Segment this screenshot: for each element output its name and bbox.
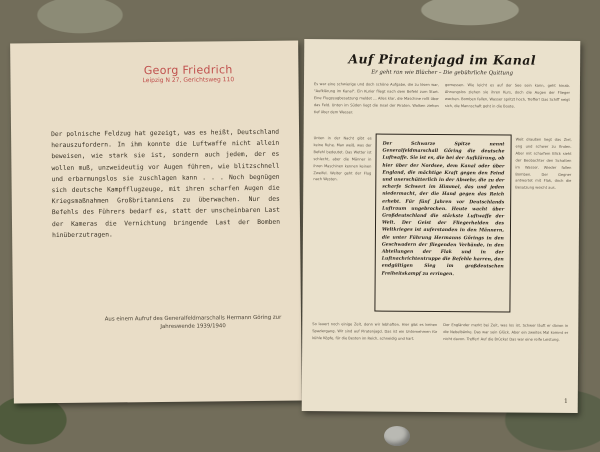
page-number: 1: [563, 397, 568, 405]
left-page: [10, 41, 302, 404]
column-top-right: gemessen. Wie leicht es auf der See sein kann, geht hinab. Ahnungslos ziehen sie ihren Kurs, doch die Augen der Flieger wachen. Bomben fallen, Wasser spritzt hoch, Treffer! Das Schiff neigt sich, die Mannschaft geht in die Boote.: [444, 83, 570, 109]
metal-object: [384, 426, 410, 446]
article-title: Auf Piratenjagd im Kanal: [348, 51, 536, 68]
column-bottom-right: Der Engländer merkt bei Zeit, was los ist. Schwer läuft er davon in die Nebelbänke. Das war sein Glück. Aber ein zweites Mal kommt er nicht davon. Treffer! Auf die Brücke! Das war eine reife Leistung.: [443, 323, 569, 342]
boxed-statement: Der Schwarze Spitze nennt Generalfeldmarschall Göring die deutsche Luftwaffe. Sie ist es, die bei der Aufklärung, ob hier über der Nordsee, dem Kanal oder über England, die mächtige Kraft gegen den Feind und unerschütterlich in der Abwehr, die zu der scharfe Schwert im Himmel, das und jeden niedermacht, der die Hand gegen das Reich erhebt. Für fünf Jahren vor Deutschlands Luftraum ungebrochen. Heute wacht über Großdeutschland die stärkste Luftwaffe der Welt. Der Geist der Fliegerhelden des Weltkrieges ist auferstanden in den Männern, die unter Führung Hermanns Görings in den Geschwadern der fliegenden Verbände, in den Abteilungen der Flak und in der Luftnachrichtentruppe die Befehle harren, den endgültigen Sieg im großdeutschen Freiheitskampf zu erringen.: [374, 134, 511, 313]
stamp-address: Leipzig N 27, Gerichtsweg 110: [142, 76, 235, 85]
owner-stamp: [142, 63, 234, 84]
right-page: [302, 39, 581, 413]
quote-source: Aus einem Aufruf des Generalfeldmarschalls Hermann Göring zur Jahreswende 1939/1940: [104, 314, 282, 330]
column-top-left: Es war eine schwierige und doch schöne Aufgabe, die zu lösen war, "Aufklärung im Kanal". Ein Kurier fliegt nach dem Befehl zum Start. Eine Flugzeugbesatzung meldet ... Alles klar, die Maschine rollt über das Feld. Unten im Süden liegt die Insel der Piraten. Wolken ziehen tief über dem Wasser.: [313, 82, 439, 115]
column-bottom-left: So lauert noch einige Zeit, denn wir lebhaften. Hier gibt es keinen Spaziergang. Wir sind auf Piratenjagd. Das ist ein Unternehmen für kühle Köpfe, für die Besten im Reich, schneidig und hart.: [312, 322, 438, 341]
article-subtitle: Er geht ran wie Blücher – Die gebührliche Quittung: [371, 69, 513, 77]
column-middle-right: Weit draußen liegt das Ziel, eng und schwer zu finden. Aber mit scharfem Blick sieht der Beobachter den Schatten im Wasser. Wieder fallen Bomben. Der Gegner antwortet mit Flak, doch die Besatzung weicht aus.: [515, 137, 572, 191]
stamp-name: Georg Friedrich: [143, 63, 233, 78]
goering-quote: Der polnische Feldzug hat gezeigt, was es heißt, Deutschland herauszufordern. In ihm konnte die Luftwaffe nicht allein beweisen, wie stark sie ist, sondern auch jedem, der es wollen muß, unzweideutig vor Augen führen, wie blitzschnell und erbarmungslos sie zuschlagen kann . . . Noch begnügen sich deutsche Kampfflugzeuge, mit ihren scharfen Augen die Kriegsmaßnahmen Großbritanniens zu überwachen. Nur des Befehls des Führers bedarf es, statt der unscheinbaren Last der Kameras die Vernichtung bringende Last der Bomben hinüberzutragen.: [51, 128, 281, 239]
column-middle-left: Unten in der Nacht gibt es keine Ruhe. Man weiß, was der Befehl bedeutet. Das Wetter ist schlecht, aber die Männer in ihren Maschinen kennen keinen Zweifel. Weiter geht der Flug nach Westen.: [313, 136, 372, 182]
